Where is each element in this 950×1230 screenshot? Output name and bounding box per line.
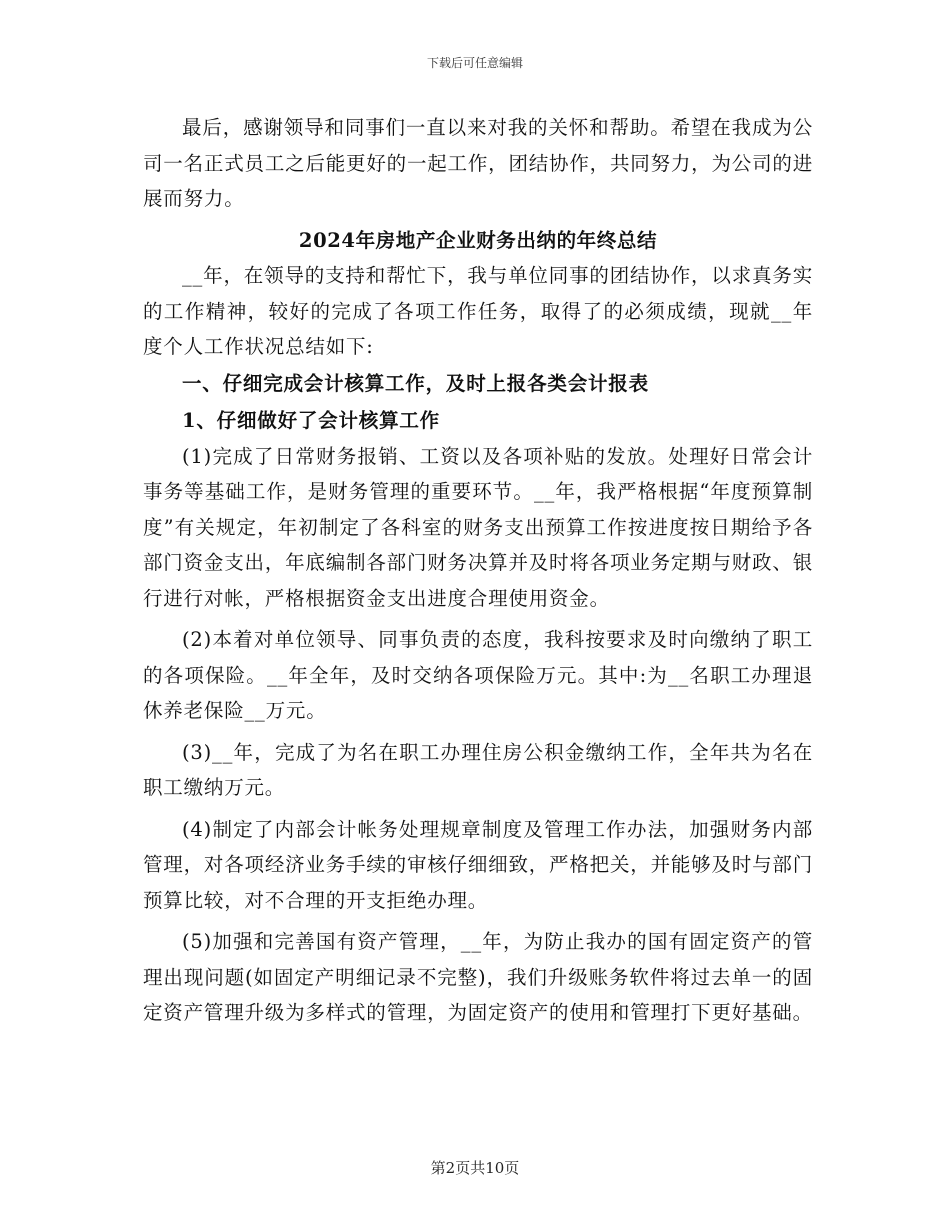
page-number: 第2页共10页	[430, 1159, 520, 1177]
list-item: (4)制定了内部会计帐务处理规章制度及管理工作办法，加强财务内部管理，对各项经济业务手续的审核仔细细致，严格把关，并能够及时与部门预算比较，对不合理的开支拒绝办理。	[143, 817, 813, 912]
list-item: (5)加强和完善国有资产管理，__年，为防止我办的国有固定资产的管理出现问题(如固定产明细记录不完整)，我们升级账务软件将过去单一的固定资产管理升级为多样式的管理，为固定资产的使用和管理打下更好基础。	[143, 930, 813, 1024]
document-title: 2024年房地产企业财务出纳的年终总结	[298, 228, 658, 252]
list-item: (3)__年，完成了为名在职工办理住房公积金缴纳工作，全年共为名在职工缴纳万元。	[143, 740, 813, 799]
list-item: (1)完成了日常财务报销、工资以及各项补贴的发放。处理好日常会计事务等基础工作，是财务管理的重要环节。__年，我严格根据“年度预算制度”有关规定，年初制定了各科室的财务支出预算工作按进度按日期给予各部门资金支出，年底编制各部门财务决算并及时将各项业务定期与财政、银行进行对帐，严格根据资金支出进度合理使用资金。	[143, 444, 813, 610]
subsection-heading-1: 1、仔细做好了会计核算工作	[182, 408, 440, 432]
intro-paragraph: __年，在领导的支持和帮忙下，我与单位同事的团结协作，以求真务实的工作精神，较好的完成了各项工作任务，取得了的必须成绩，现就__年度个人工作状况总结如下:	[143, 264, 813, 358]
closing-paragraph: 最后，感谢领导和同事们一直以来对我的关怀和帮助。希望在我成为公司一名正式员工之后能更好的一起工作，团结协作，共同努力，为公司的进展而努力。	[143, 116, 813, 210]
section-heading-1: 一、仔细完成会计核算工作，及时上报各类会计报表	[182, 371, 649, 395]
document-body	[143, 110, 813, 1031]
list-item: (2)本着对单位领导、同事负责的态度，我科按要求及时向缴纳了职工的各项保险。__年全年，及时交纳各项保险万元。其中:为__名职工办理退休养老保险__万元。	[143, 628, 813, 722]
page-header: 下载后可任意编辑	[426, 56, 523, 70]
